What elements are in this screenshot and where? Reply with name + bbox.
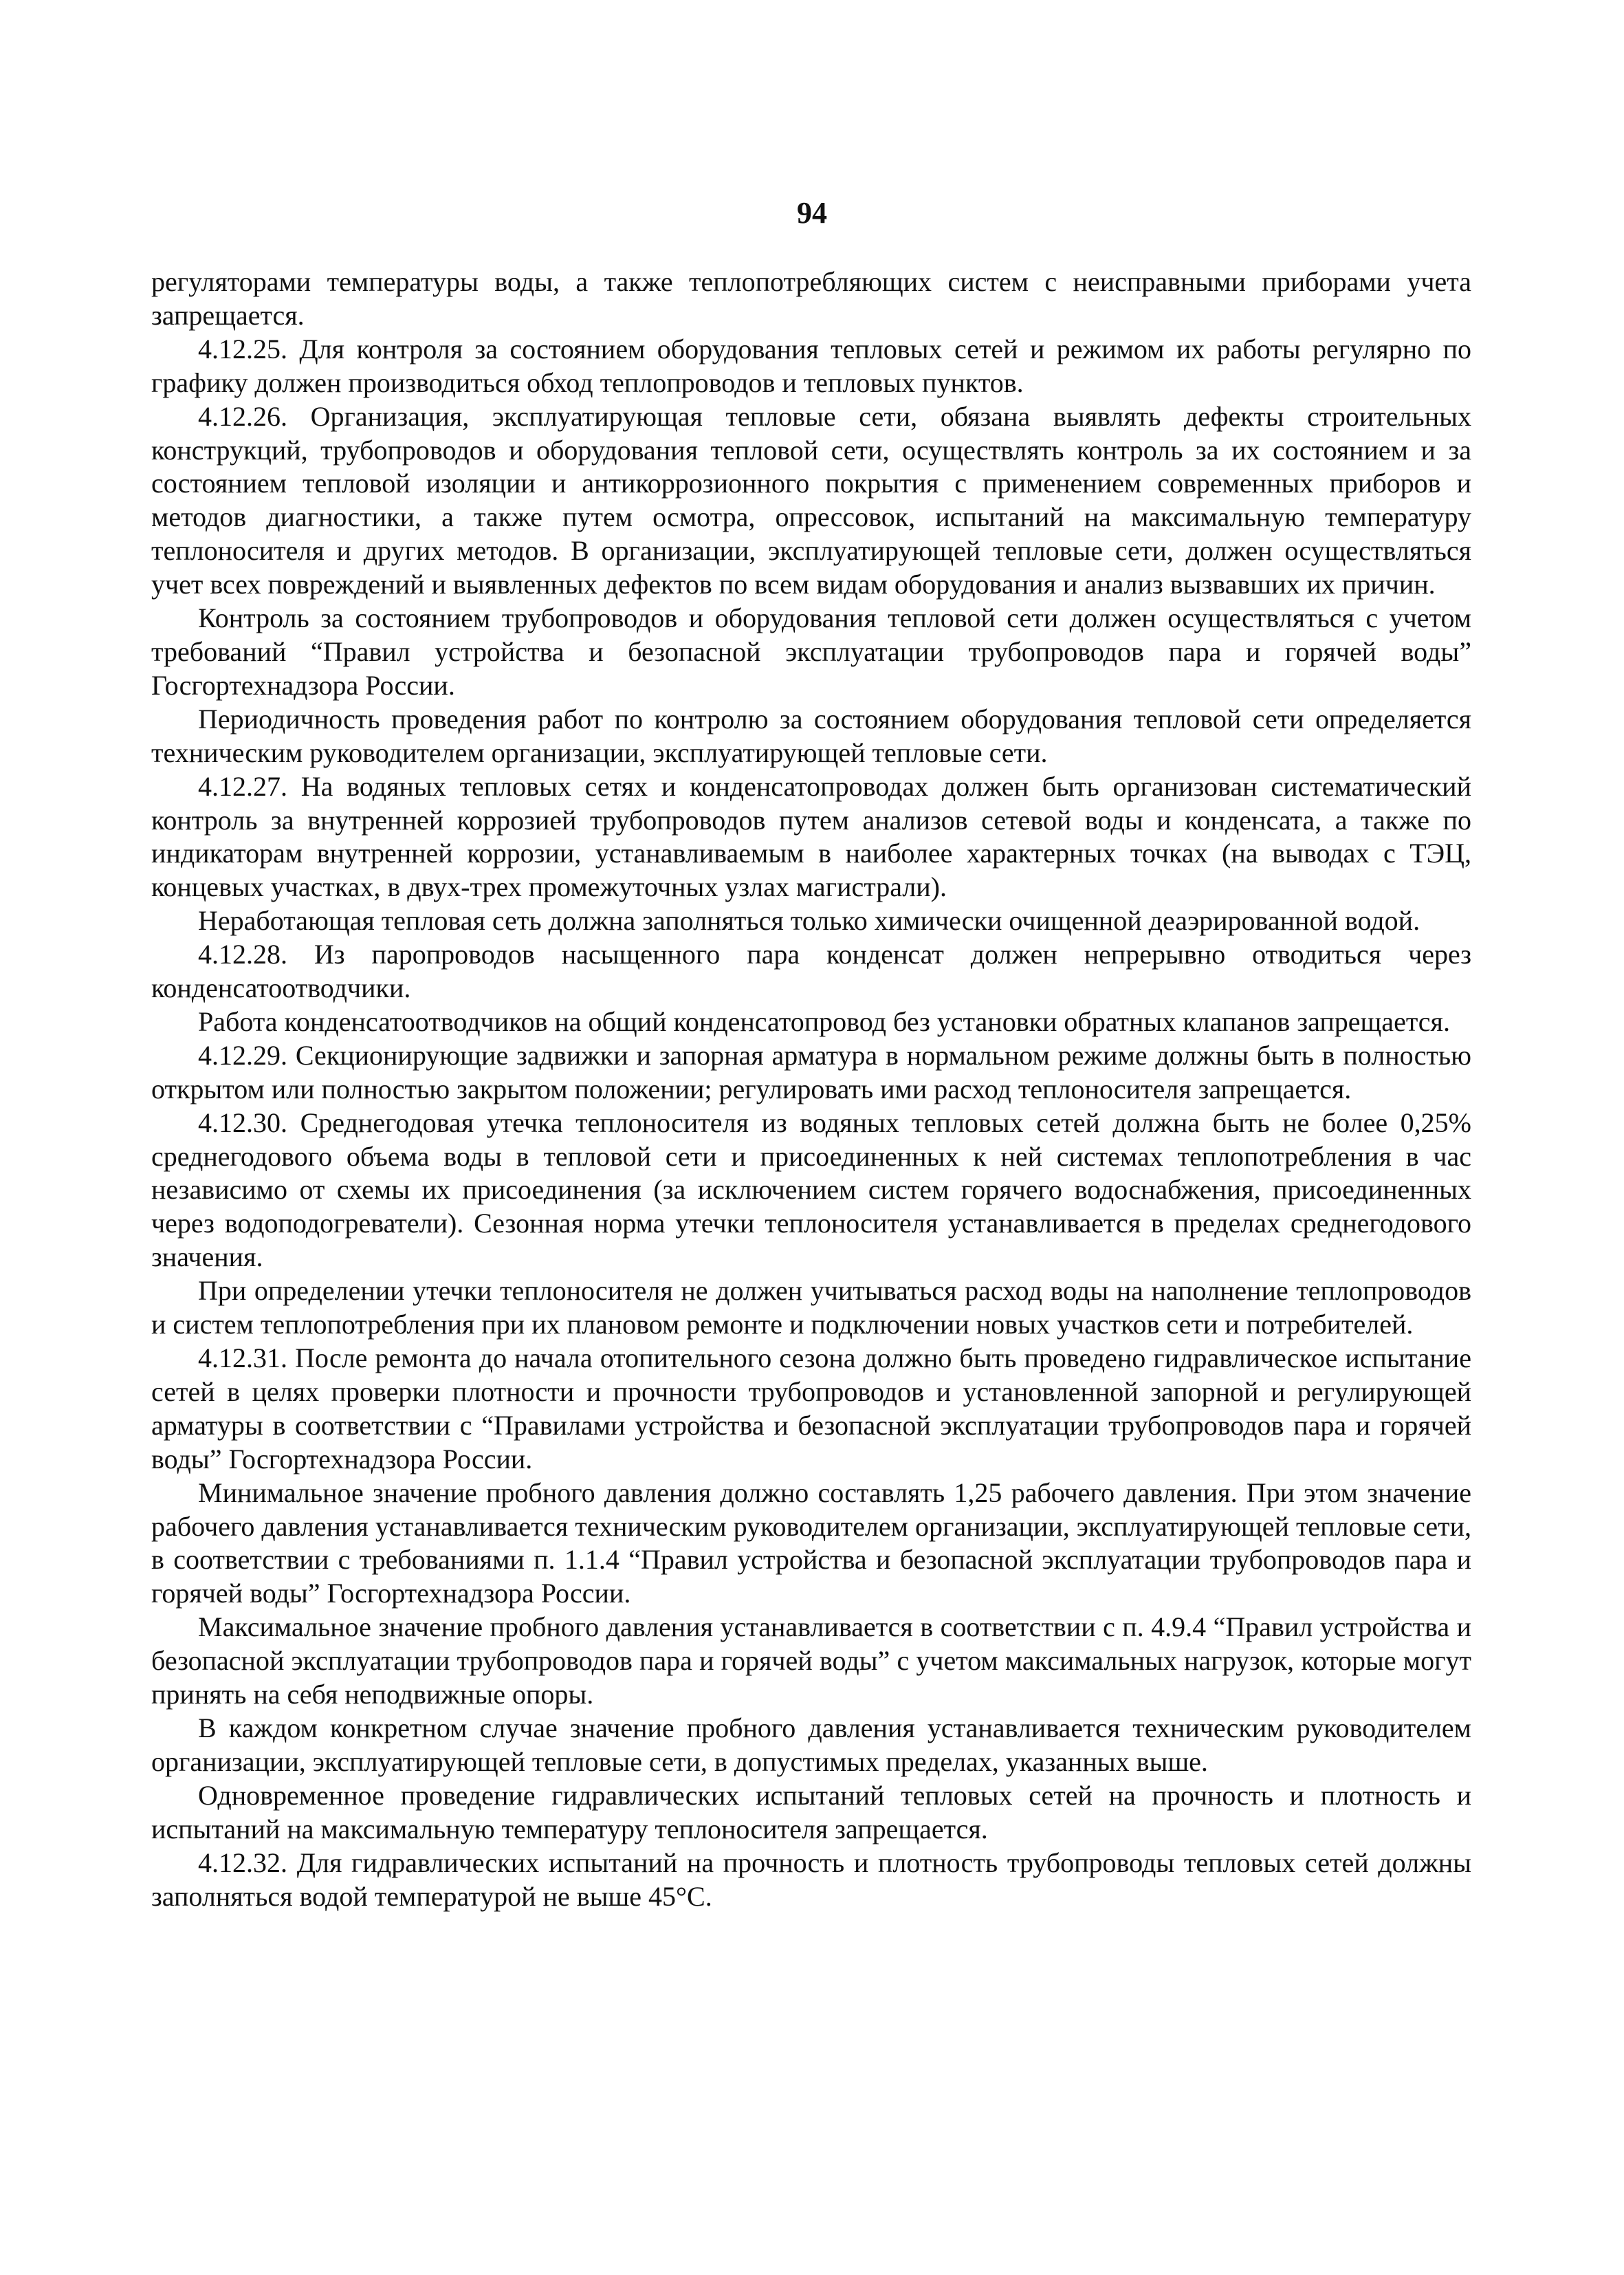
paragraph-4-12-27: 4.12.27. На водяных тепловых сетях и конденсатопроводах должен быть организован систематический контроль за внутренней коррозией трубопроводов путем анализов сетевой воды и конденсата, а также по индикаторам внутренней коррозии, устанавливаемым в наиболее характерных точках (на выводах с ТЭЦ, концевых участках, в двух-трех промежуточных узлах магистрали). [151, 770, 1471, 903]
paragraph-4-12-31: 4.12.31. После ремонта до начала отопительного сезона должно быть проведено гидравлическое испытание сетей в целях проверки плотности и прочности трубопроводов и установленной запорной и регулирующей арматуры в соответствии с “Правилами устройства и безопасной эксплуатации трубопроводов пара и горячей воды” Госгортехнадзора России. [151, 1342, 1471, 1474]
paragraph: Минимальное значение пробного давления должно составлять 1,25 рабочего давления. При этом значение рабочего давления устанавливается техническим руководителем организации, эксплуатирующей тепловые сети, в соответствии с требованиями п. 1.1.4 “Правил устройства и безопасной эксплуатации трубопроводов пара и горячей воды” Госгортехнадзора России. [151, 1477, 1471, 1609]
paragraph: Работа конденсатоотводчиков на общий конденсатопровод без установки обратных клапанов запрещается. [198, 1005, 1450, 1037]
paragraph: Периодичность проведения работ по контролю за состоянием оборудования тепловой сети определяется техническим руководителем организации, эксплуатирующей тепловые сети. [151, 703, 1471, 768]
paragraph: В каждом конкретном случае значение пробного давления устанавливается техническим руководителем организации, эксплуатирующей тепловые сети, в допустимых пределах, указанных выше. [151, 1712, 1471, 1777]
page-number: 94 [797, 196, 827, 230]
paragraph: Контроль за состоянием трубопроводов и оборудования тепловой сети должен осуществляться с учетом требований “Правил устройства и безопасной эксплуатации трубопроводов пара и горячей воды” Госгортехнадзора России. [151, 602, 1471, 701]
paragraph-4-12-30: 4.12.30. Среднегодовая утечка теплоносителя из водяных тепловых сетей должна быть не более 0,25% среднегодового объема воды в тепловой сети и присоединенных к ней системах теплопотребления в час независимо от схемы их присоединения (за исключением систем горячего водоснабжения, присоединенных через водоподогреватели). Сезонная норма утечки теплоносителя устанавливается в пределах среднегодового значения. [151, 1107, 1471, 1273]
paragraph: Одновременное проведение гидравлических испытаний тепловых сетей на прочность и плотность и испытаний на максимальную температуру теплоносителя запрещается. [151, 1779, 1471, 1844]
paragraph-4-12-32: 4.12.32. Для гидравлических испытаний на прочность и плотность трубопроводы тепловых сетей должны заполняться водой температурой не выше 45°С. [151, 1847, 1471, 1912]
paragraph-continuation: регуляторами температуры воды, а также теплопотребляющих систем с неисправными приборами учета запрещается. [151, 266, 1471, 331]
paragraph: При определении утечки теплоносителя не должен учитываться расход воды на наполнение теплопроводов и систем теплопотребления при их плановом ремонте и подключении новых участков сети и потребителей. [151, 1275, 1471, 1340]
body-text [151, 265, 1471, 1913]
paragraph-4-12-26: 4.12.26. Организация, эксплуатирующая тепловые сети, обязана выявлять дефекты строительных конструкций, трубопроводов и оборудования тепловой сети, осуществлять контроль за их состоянием и за состоянием тепловой изоляции и антикоррозионного покрытия с применением современных приборов и методов диагностики, а также путем осмотра, опрессовок, испытаний на максимальную температуру теплоносителя и других методов. В организации, эксплуатирующей тепловые сети, должен осуществляться учет всех повреждений и выявленных дефектов по всем видам оборудования и анализ вызвавших их причин. [151, 400, 1471, 600]
paragraph: Неработающая тепловая сеть должна заполняться только химически очищенной деаэрированной водой. [198, 905, 1420, 937]
paragraph-4-12-28: 4.12.28. Из паропроводов насыщенного пара конденсат должен непрерывно отводиться через конденсатоотводчики. [151, 939, 1471, 1004]
paragraph-4-12-29: 4.12.29. Секционирующие задвижки и запорная арматура в нормальном режиме должны быть в полностью открытом или полностью закрытом положении; регулировать ими расход теплоносителя запрещается. [151, 1039, 1471, 1104]
paragraph: Максимальное значение пробного давления устанавливается в соответствии с п. 4.9.4 “Правил устройства и безопасной эксплуатации трубопроводов пара и горячей воды” с учетом максимальных нагрузок, которые могут принять на себя неподвижные опоры. [151, 1611, 1471, 1710]
paragraph-4-12-25: 4.12.25. Для контроля за состоянием оборудования тепловых сетей и режимом их работы регулярно по графику должен производиться обход теплопроводов и тепловых пунктов. [151, 333, 1471, 398]
